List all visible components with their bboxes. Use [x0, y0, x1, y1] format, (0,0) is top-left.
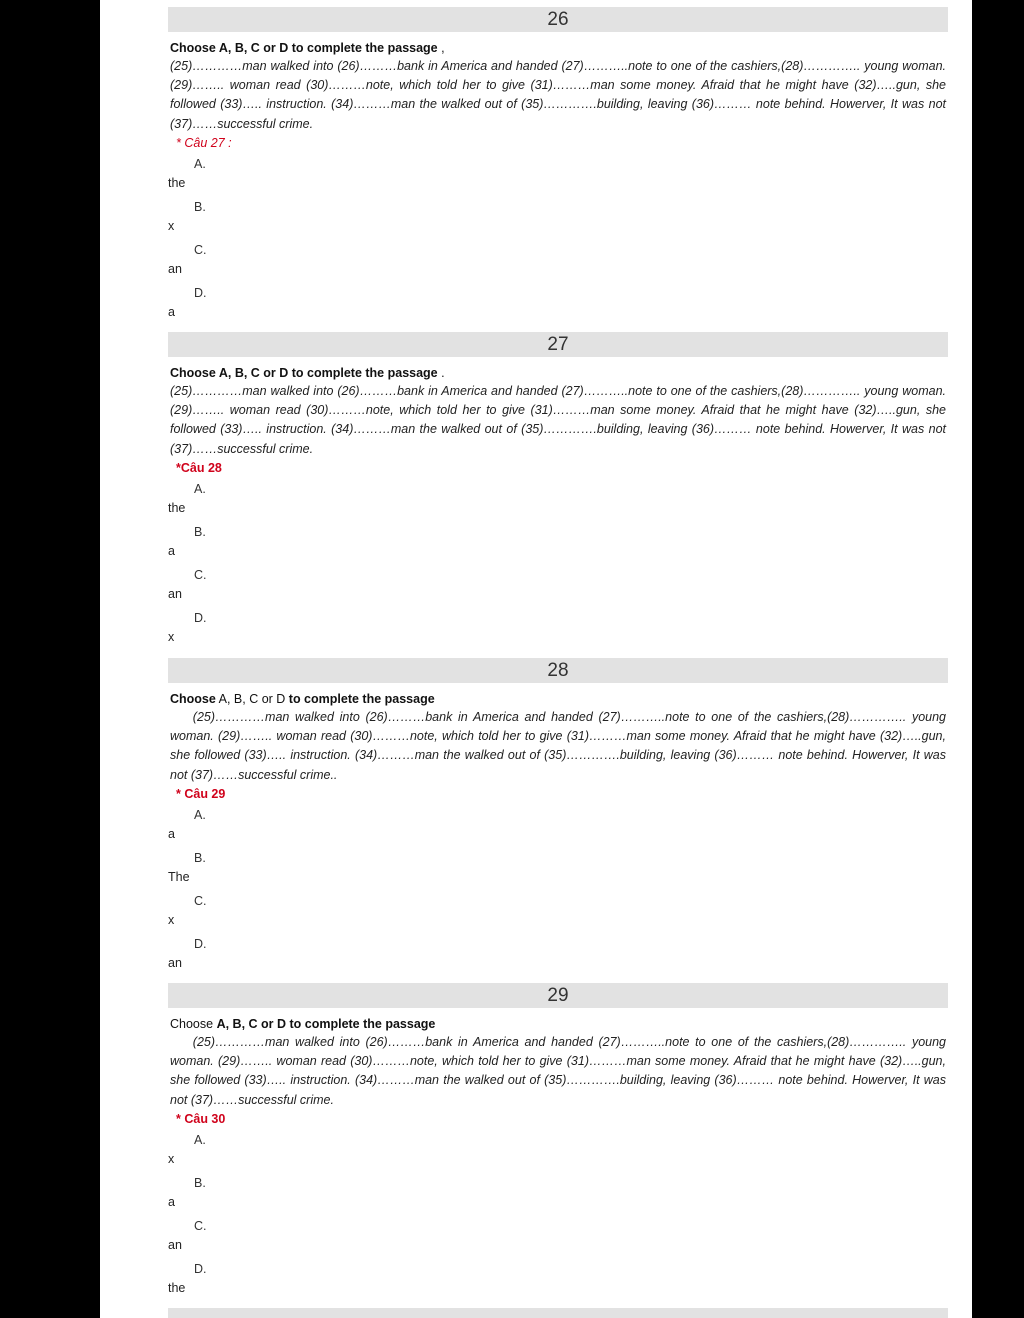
- option-text: x: [168, 1151, 175, 1166]
- instruction-bold: Choose A, B, C or D to complete the passage: [170, 41, 438, 55]
- instruction-tail: ,: [437, 41, 445, 55]
- question-passage: (25)…………man walked into (26)………bank in America and handed (27)………..note to one of the cashiers,(28)………….. young woman. (29)…….. woman read (30)………note, which told her to give (31)………man some money. Afraid that he might have (32)…..gun, she followed (33)….. instruction. (34)………man the walked out of (35)………….building, leaving (36)……… note behind. Howerver, It was not (37)……successful crime.: [170, 1035, 950, 1107]
- option-c[interactable]: [168, 241, 948, 284]
- option-a[interactable]: [168, 155, 948, 198]
- question-block: [168, 983, 948, 1304]
- options-list: [168, 1131, 948, 1304]
- question-label: *Câu 28: [176, 460, 222, 475]
- option-text: a: [168, 544, 175, 558]
- option-text: an: [168, 587, 182, 602]
- option-text: a: [168, 1195, 175, 1209]
- option-text: the: [168, 175, 186, 190]
- option-text: x: [168, 913, 175, 928]
- instruction-normal: Choose: [170, 1017, 217, 1031]
- document-page: [100, 0, 972, 1318]
- options-list: [168, 155, 948, 328]
- option-a[interactable]: [168, 806, 948, 849]
- option-text: the: [168, 500, 186, 515]
- option-letter: D.: [194, 611, 207, 626]
- option-c[interactable]: [168, 892, 948, 935]
- question-passage: (25)…………man walked into (26)………bank in America and handed (27)………..note to one of the cashiers,(28)………….. young woman. (29)…….. woman read (30)………note, which told her to give (31)………man some money. Afraid that he might have (32)…..gun, she followed (33)….. instruction. (34)………man the walked out of (35)………….building, leaving (36)……… note behind. Howerver, It was not (37)……successful crime..: [170, 710, 950, 782]
- instruction-normal: A, B, C or D: [215, 692, 289, 706]
- option-c[interactable]: [168, 1217, 948, 1260]
- option-b[interactable]: [168, 1174, 948, 1217]
- option-c[interactable]: [168, 566, 948, 609]
- option-text: an: [168, 956, 182, 971]
- option-text: the: [168, 1281, 186, 1296]
- option-letter: A.: [194, 807, 206, 822]
- option-d[interactable]: [168, 284, 948, 327]
- option-letter: A.: [194, 1132, 206, 1147]
- question-number-header: 28: [168, 658, 948, 683]
- option-letter: B.: [194, 525, 206, 539]
- option-letter: D.: [194, 1262, 207, 1277]
- option-b[interactable]: [168, 849, 948, 892]
- option-text: an: [168, 1238, 182, 1253]
- instruction-bold: A, B, C or D to complete the passage: [216, 1017, 436, 1031]
- option-letter: B.: [194, 200, 206, 214]
- question-instruction: [170, 690, 948, 708]
- question-instruction: [170, 1015, 948, 1033]
- instruction-bold: to complete the passage: [288, 692, 435, 706]
- option-letter: A.: [194, 156, 206, 171]
- option-letter: C.: [194, 1219, 207, 1234]
- options-list: [168, 806, 948, 979]
- option-d[interactable]: [168, 609, 948, 652]
- option-letter: C.: [194, 243, 207, 258]
- option-text: an: [168, 262, 182, 277]
- question-number-header: 29: [168, 983, 948, 1008]
- option-letter: C.: [194, 894, 207, 909]
- option-text: a: [168, 826, 175, 841]
- option-letter: B.: [194, 851, 206, 865]
- option-letter: B.: [194, 1176, 206, 1190]
- instruction-bold: Choose: [170, 692, 216, 706]
- question-block: [168, 658, 948, 979]
- question-instruction: [170, 364, 948, 382]
- question-block: [168, 7, 948, 328]
- question-block: [168, 332, 948, 653]
- option-b[interactable]: [168, 198, 948, 241]
- option-a[interactable]: [168, 480, 948, 523]
- instruction-bold: Choose A, B, C or D to complete the passage: [170, 366, 438, 380]
- question-label: * Câu 27 :: [176, 135, 232, 150]
- option-text: x: [168, 219, 175, 233]
- option-b[interactable]: [168, 523, 948, 566]
- option-text: a: [168, 305, 175, 320]
- next-question-header: [168, 1308, 948, 1318]
- question-instruction: [170, 39, 948, 57]
- option-text: The: [168, 870, 190, 884]
- option-d[interactable]: [168, 1260, 948, 1303]
- question-number-header: 27: [168, 332, 948, 357]
- question-label: * Câu 30: [176, 1111, 226, 1126]
- option-d[interactable]: [168, 935, 948, 978]
- question-passage: (25)…………man walked into (26)………bank in America and handed (27)………..note to one of the cashiers,(28)………….. young woman. (29)…….. woman read (30)………note, which told her to give (31)………man some money. Afraid that he might have (32)…..gun, she followed (33)….. instruction. (34)………man the walked out of (35)………….building, leaving (36)……… note behind. Howerver, It was not (37)……successful crime.: [170, 384, 946, 456]
- question-passage: (25)…………man walked into (26)………bank in America and handed (27)………..note to one of the cashiers,(28)………….. young woman. (29)…….. woman read (30)………note, which told her to give (31)………man some money. Afraid that he might have (32)…..gun, she followed (33)….. instruction. (34)………man the walked out of (35)………….building, leaving (36)……… note behind. Howerver, It was not (37)……successful crime.: [170, 59, 946, 131]
- option-letter: D.: [194, 937, 207, 952]
- option-a[interactable]: [168, 1131, 948, 1174]
- options-list: [168, 480, 948, 653]
- option-text: x: [168, 630, 175, 645]
- option-letter: A.: [194, 481, 206, 496]
- option-letter: C.: [194, 568, 207, 583]
- option-letter: D.: [194, 286, 207, 301]
- question-label: * Câu 29: [176, 786, 226, 801]
- question-number-header: 26: [168, 7, 948, 32]
- instruction-tail: .: [437, 366, 445, 380]
